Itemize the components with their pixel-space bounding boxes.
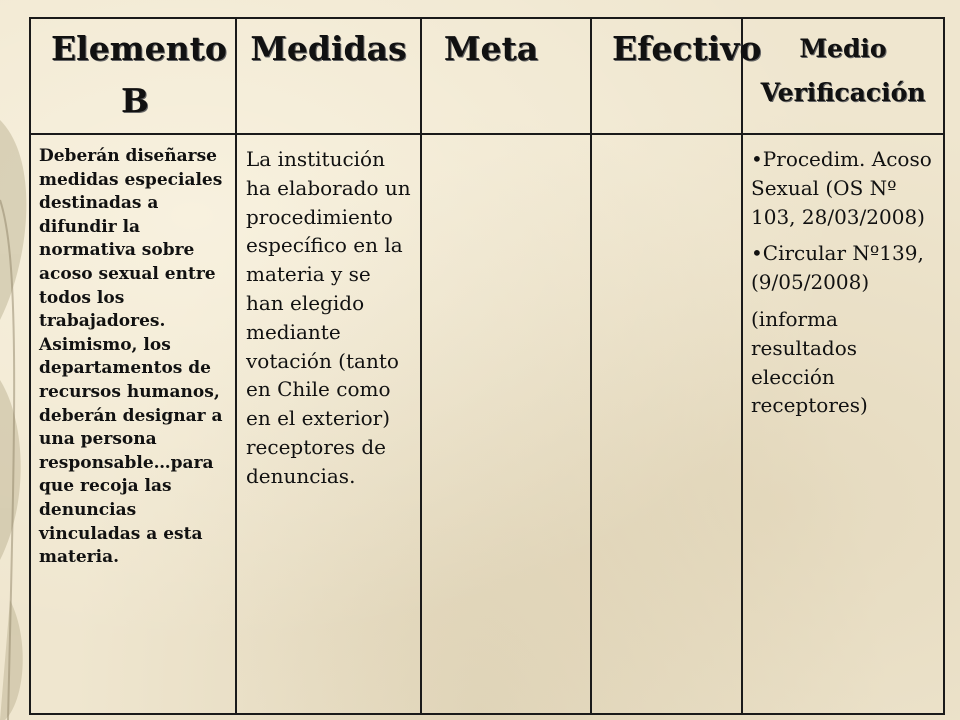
verificacion-item: •Procedim. Acoso Sexual (OS Nº 103, 28/03/2008) xyxy=(751,147,932,229)
header-medio-line1: Medio xyxy=(799,34,887,63)
table-row xyxy=(30,134,944,714)
verificacion-note: (informa resultados elección receptores) xyxy=(751,306,868,418)
verificacion-item: •Circular Nº139, (9/05/2008) xyxy=(751,241,924,295)
elemento-text: Deberán diseñarse medidas especiales destinadas a difundir la normativa sobre acoso sexual entre todos los trabajadores. Asimismo, los departamentos de recursos humanos, deberán designar a una persona responsable…para que recoja las denuncias vinculadas a esta materia. xyxy=(39,146,223,568)
header-row xyxy=(30,18,944,134)
header-elemento-line2: B xyxy=(121,81,149,120)
cell-elemento xyxy=(30,134,236,714)
header-elemento-line1: Elemento xyxy=(51,29,227,68)
header-medio-verificacion xyxy=(742,18,944,134)
cell-meta xyxy=(421,134,591,714)
header-elemento xyxy=(30,18,236,134)
measures-table xyxy=(29,17,945,715)
header-medidas xyxy=(236,18,421,134)
cell-medidas xyxy=(236,134,421,714)
header-medidas-label: Medidas xyxy=(250,29,407,68)
medidas-text: La institución ha elaborado un procedimiento específico en la materia y se han elegido mediante votación (tanto en Chile como en el exterior) receptores de denuncias. xyxy=(246,147,411,488)
cell-efectivo xyxy=(591,134,742,714)
header-efectivo-label: Efectivo xyxy=(612,29,762,68)
cell-verificacion xyxy=(742,134,944,714)
header-medio-line2: Verificación xyxy=(760,78,926,107)
header-efectivo xyxy=(591,18,762,134)
header-meta-label: Meta xyxy=(443,29,539,68)
header-meta xyxy=(421,18,591,134)
